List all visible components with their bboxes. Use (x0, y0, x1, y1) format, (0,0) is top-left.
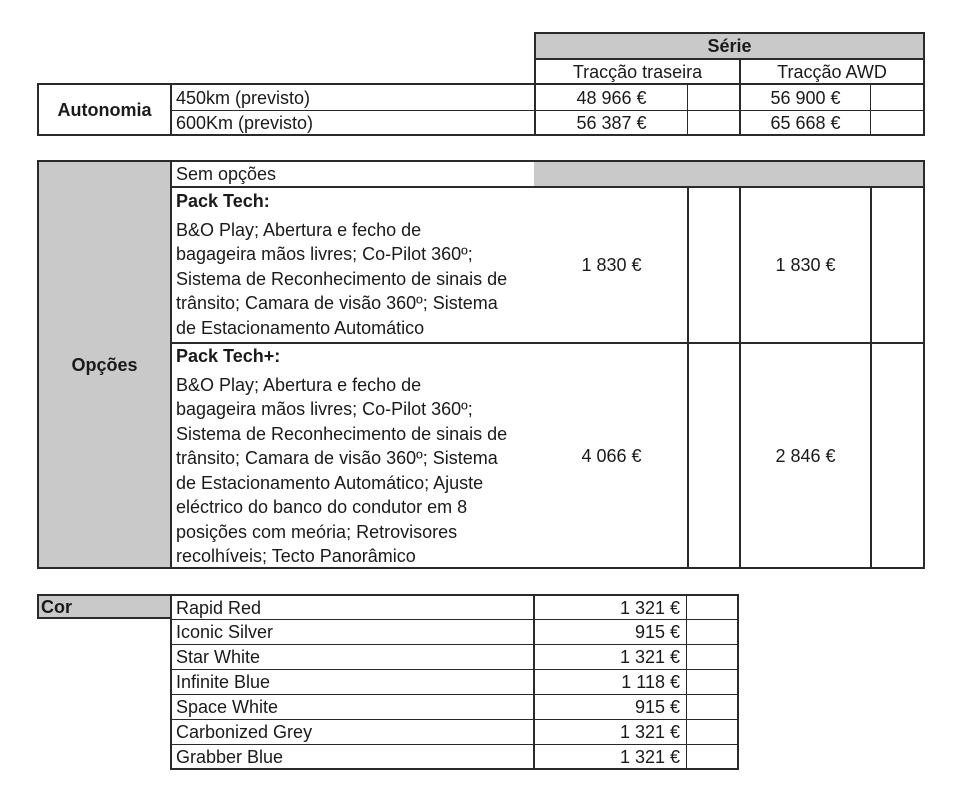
pack-title: Pack Tech+: (176, 346, 281, 366)
color-price: 915 € (634, 622, 680, 642)
divider (687, 186, 689, 569)
series-group-label: Série (536, 34, 923, 58)
column-header-awd: Tracção AWD (777, 62, 887, 82)
pack-title: Pack Tech: (176, 191, 270, 211)
color-price: 915 € (634, 697, 680, 717)
autonomia-price-traseira: 56 387 € (576, 112, 647, 133)
autonomia-row-label: 600Km (previsto) (176, 112, 314, 133)
column-header-traseira: Tracção traseira (572, 62, 703, 82)
pack-price-traseira: 4 066 € (581, 445, 642, 466)
sem-opcoes-label: Sem opções (176, 164, 277, 184)
color-name: Iconic Silver (176, 622, 274, 642)
pack-price-awd: 1 830 € (775, 255, 836, 275)
color-price: 1 321 € (619, 722, 680, 742)
autonomia-price-awd: 56 900 € (770, 87, 841, 108)
pack-tech-plus (172, 344, 534, 568)
autonomia-label: Autonomia (57, 99, 152, 120)
autonomia-price-traseira: 48 966 € (576, 87, 647, 108)
color-name: Rapid Red (176, 597, 262, 618)
pack-price-traseira: 1 830 € (581, 255, 642, 275)
color-name: Infinite Blue (176, 672, 271, 692)
cor-label: Cor (41, 596, 72, 617)
color-name: Grabber Blue (176, 746, 284, 767)
pack-description: B&O Play; Abertura e fecho de bagageira mãos livres; Co-Pilot 360º; Sistema de Reconhecimento de sinais de trânsito; Camara de visão 360º; Sistema de Estacionamento Automático; Ajuste eléctrico do banco do condutor em 8 posições com meória; Retrovisores recolhíveis; Tecto Panorâmico (176, 374, 508, 566)
pack-price-awd: 2 846 € (775, 445, 836, 466)
color-name: Space White (176, 697, 279, 717)
opcoes-label: Opções (39, 162, 170, 567)
divider (870, 186, 872, 569)
pack-tech (172, 189, 534, 341)
autonomia-row-label: 450km (previsto) (176, 87, 311, 108)
autonomia-price-awd: 65 668 € (770, 112, 841, 133)
color-price: 1 321 € (619, 597, 680, 618)
pack-description: B&O Play; Abertura e fecho de bagageira mãos livres; Co-Pilot 360º; Sistema de Reconhecimento de sinais de trânsito; Camara de visão 360º; Sistema de Estacionamento Automático (176, 219, 508, 338)
color-name: Carbonized Grey (176, 722, 313, 742)
divider (686, 596, 687, 768)
color-price: 1 321 € (619, 647, 680, 667)
sem-opcoes-shaded (534, 162, 923, 186)
color-price: 1 321 € (619, 746, 680, 767)
color-name: Star White (176, 647, 261, 667)
color-price: 1 118 € (621, 672, 680, 692)
